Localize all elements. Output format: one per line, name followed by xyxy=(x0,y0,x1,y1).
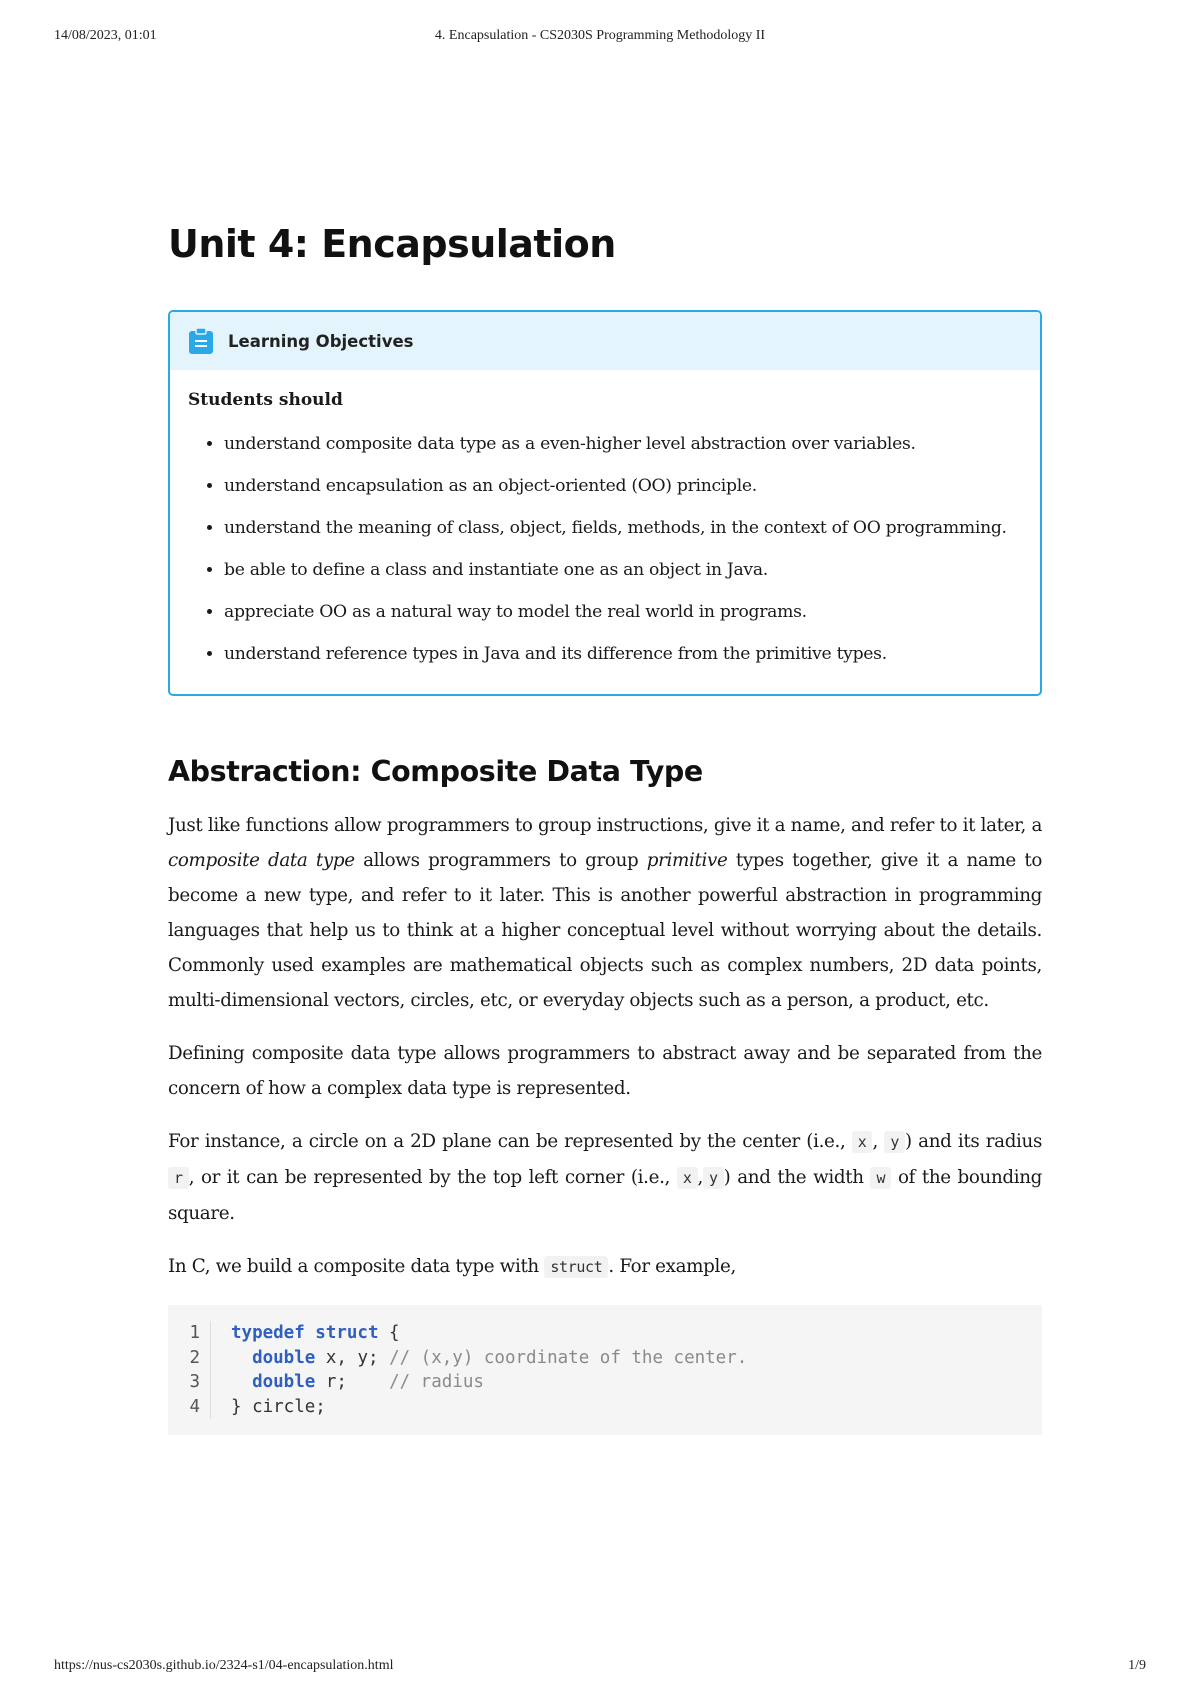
inline-code-struct: struct xyxy=(544,1256,608,1278)
print-url: https://nus-cs2030s.github.io/2324-s1/04-encapsulation.html xyxy=(54,1658,394,1673)
code-line xyxy=(168,1321,1042,1346)
inline-code-r: r xyxy=(168,1167,189,1189)
print-page-title: 4. Encapsulation - CS2030S Programming Methodology II xyxy=(434,28,766,43)
code-line xyxy=(168,1346,1042,1371)
objective-item: • understand reference types in Java and its difference from the primitive types. xyxy=(224,638,1020,670)
text-span: allows programmers to group xyxy=(354,850,647,871)
clipboard-icon xyxy=(188,327,214,355)
code-body: } circle; xyxy=(231,1396,326,1417)
print-page-number: 1/9 xyxy=(1128,1658,1146,1673)
line-number: 4 xyxy=(168,1395,211,1420)
code-indent xyxy=(231,1372,252,1392)
paragraph-abstract-away: Defining composite data type allows programmers to abstract away and be separated from the concern of how a complex data type is represented. xyxy=(168,1043,1042,1099)
code-comment: // radius xyxy=(389,1372,484,1392)
paragraph-struct-intro xyxy=(168,1249,1042,1285)
objective-item: • understand the meaning of class, object, fields, methods, in the context of OO programming. xyxy=(224,512,1020,544)
emphasis-composite-data-type: composite data type xyxy=(168,850,355,871)
code-line xyxy=(168,1370,1042,1395)
code-text xyxy=(211,1395,326,1420)
inline-code-y: y xyxy=(703,1167,724,1189)
code-body: { xyxy=(378,1323,400,1343)
text-span: . For example, xyxy=(608,1256,736,1277)
text-span: of the bounding square. xyxy=(168,1167,1043,1224)
text-span: For instance, a circle on a 2D plane can be represented by the center (i.e., xyxy=(168,1131,852,1152)
text-span: , or it can be represented by the top left corner (i.e., xyxy=(188,1167,677,1188)
page-title: Unit 4: Encapsulation xyxy=(168,222,616,266)
code-comment: // (x,y) coordinate of the center. xyxy=(389,1347,748,1368)
code-line xyxy=(168,1395,1042,1420)
code-body: r; xyxy=(315,1372,390,1392)
learning-objectives-body xyxy=(170,370,1040,694)
inline-code-w: w xyxy=(870,1167,891,1189)
print-datetime: 14/08/2023, 01:01 xyxy=(54,28,157,43)
emphasis-primitive: primitive xyxy=(646,850,728,871)
text-span: types together, give it a name to become a new type, and refer to it later. This is another powerful abstraction in programming languages that help us to think at a higher conceptual level without worrying about the details. Commonly used examples are mathematical objects such as complex numbers, 2D data points, multi-dimensional vectors, circles, etc, or everyday objects such as a person, a product, etc. xyxy=(168,850,1042,1011)
objective-item: • understand encapsulation as an object-oriented (OO) principle. xyxy=(224,470,1020,502)
paragraph-circle-example xyxy=(168,1124,1042,1231)
text-span: In C, we build a composite data type with xyxy=(168,1256,545,1277)
objectives-list xyxy=(188,428,1020,670)
text-span: ) and its radius xyxy=(905,1131,1042,1152)
learning-objectives-box xyxy=(168,310,1042,696)
inline-code-x: x xyxy=(852,1131,873,1153)
text-span: ) and the width xyxy=(723,1167,871,1188)
line-number: 2 xyxy=(168,1346,211,1371)
learning-objectives-header xyxy=(170,312,1040,370)
code-block xyxy=(168,1305,1042,1435)
main-content xyxy=(168,218,1042,1435)
code-text xyxy=(211,1321,400,1346)
objective-item: • be able to define a class and instantiate one as an object in Java. xyxy=(224,554,1020,586)
text-span: , xyxy=(697,1167,703,1188)
line-number: 3 xyxy=(168,1370,211,1395)
inline-code-y: y xyxy=(884,1131,905,1153)
print-header xyxy=(54,28,1146,48)
code-text xyxy=(211,1370,484,1395)
learning-objectives-title: Learning Objectives xyxy=(228,331,414,351)
code-indent xyxy=(231,1348,252,1368)
objective-item: • appreciate OO as a natural way to model the real world in programs. xyxy=(224,596,1020,628)
code-text xyxy=(211,1346,747,1371)
code-body: x, y; xyxy=(315,1347,390,1368)
code-keyword: double xyxy=(252,1372,316,1392)
objectives-intro: Students should xyxy=(188,390,343,410)
text-span: , xyxy=(872,1131,885,1152)
line-number: 1 xyxy=(168,1321,211,1346)
objective-item: • understand composite data type as a even-higher level abstraction over variables. xyxy=(224,428,1020,460)
code-keyword: typedef struct xyxy=(231,1323,379,1343)
print-footer xyxy=(54,1658,1146,1678)
section-heading: Abstraction: Composite Data Type xyxy=(168,755,703,788)
paragraph-composite-intro xyxy=(168,808,1042,1018)
code-keyword: double xyxy=(252,1347,316,1368)
inline-code-x: x xyxy=(677,1167,698,1189)
text-span: Just like functions allow programmers to group instructions, give it a name, and refer to it later, a xyxy=(168,815,1042,836)
